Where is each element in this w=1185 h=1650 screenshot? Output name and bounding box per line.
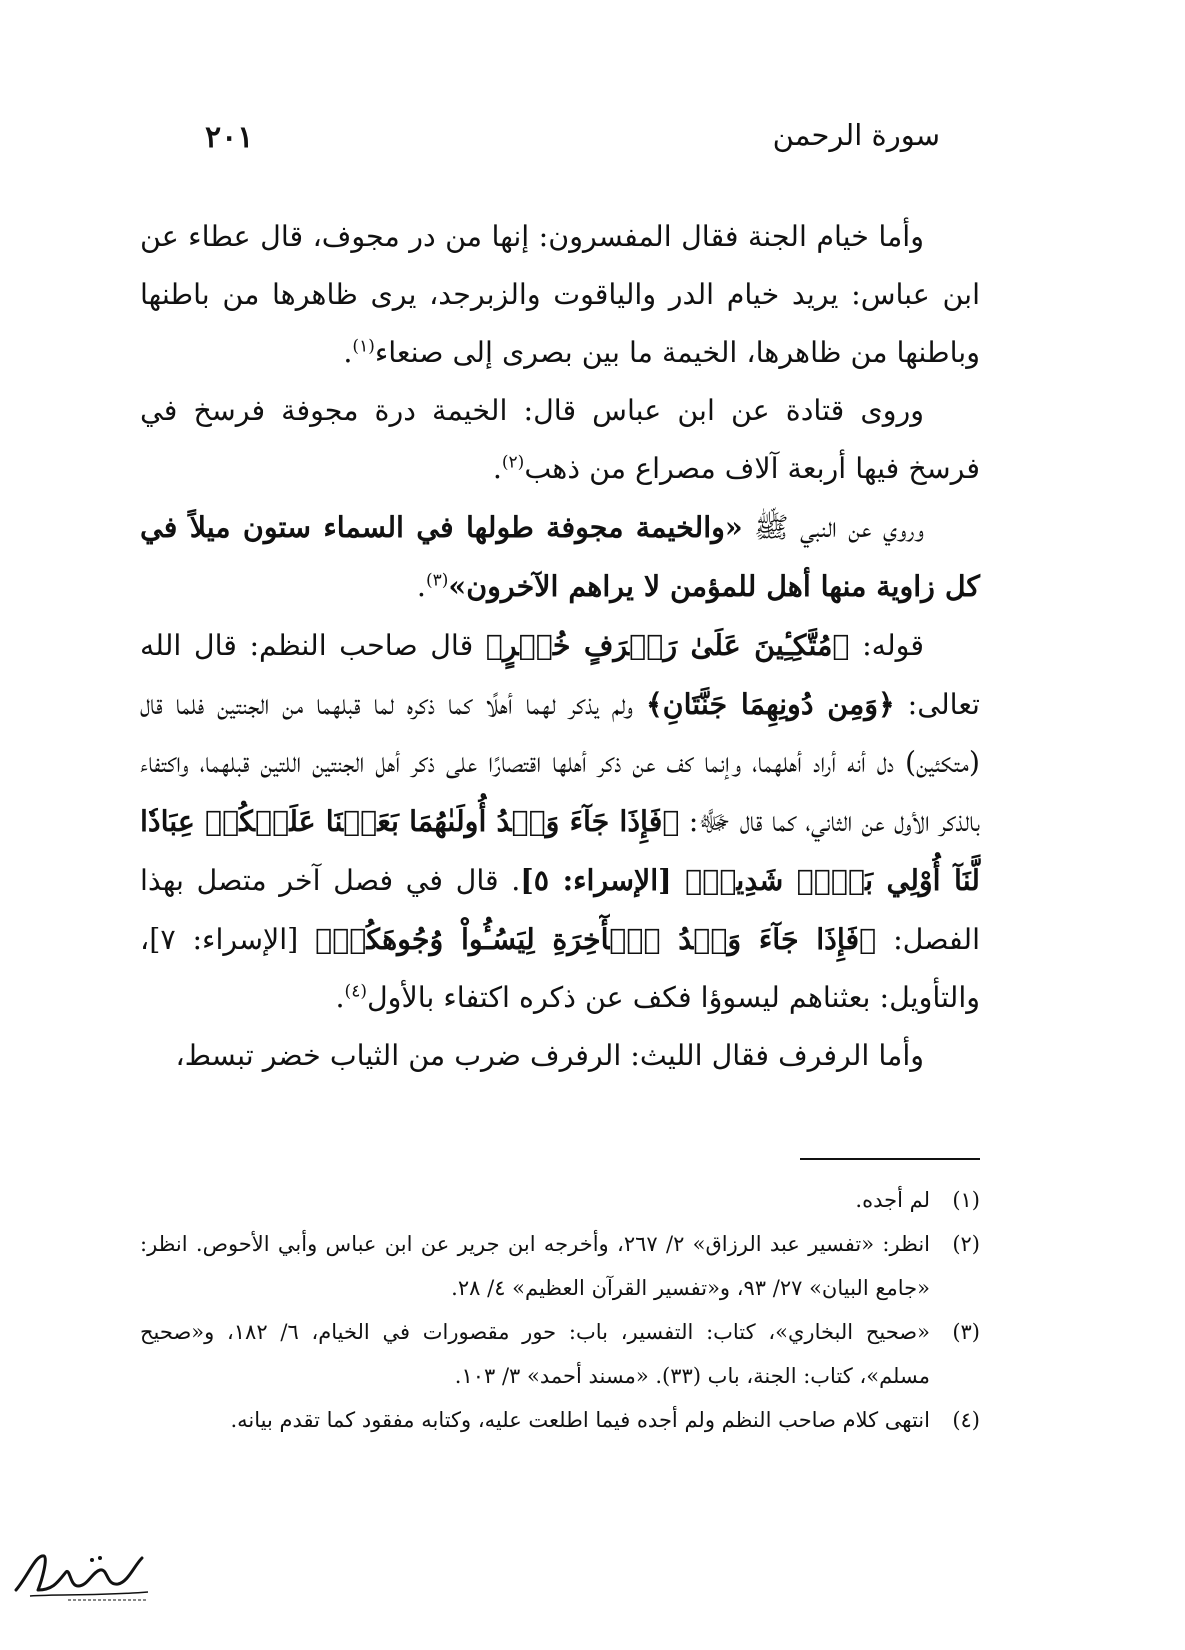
- page-header: [205, 118, 940, 168]
- footnote-number: (٣): [952, 1320, 980, 1344]
- footnote-text: انظر: «تفسير عبد الرزاق» ٢/ ٢٦٧، وأخرجه ابن جرير عن ابن عباس وأبي الأحوص. انظر: «جامع البيان» ٢٧/ ٩٣، و«تفسير القرآن العظيم» ٤/ ٢٨.: [140, 1232, 930, 1300]
- verse-reference-2: [الإسراء: ٧]: [149, 923, 316, 956]
- paragraph-2: [140, 382, 980, 498]
- paragraph-4: [140, 616, 980, 1027]
- verse-reference-1: [الإسراء: ٥]: [520, 863, 686, 897]
- footnote-3: [140, 1310, 980, 1398]
- footnote-text: انتهى كلام صاحب النظم ولم أجده فيما اطلعت عليه، وكتابه مفقود كما تقدم بيانه.: [230, 1408, 930, 1432]
- footnote-number: (٤): [952, 1408, 980, 1432]
- paragraph-1-text: وأما خيام الجنة فقال المفسرون: إنها من در مجوف، قال عطاء عن ابن عباس: يريد خيام الدر والياقوت والزبرجد، يرى ظاهرها من باطنها وباطنها من ظاهرها، الخيمة ما بين بصرى إلى صنعاء: [140, 220, 980, 369]
- paragraph-4-text-a: قوله:: [849, 629, 924, 662]
- footnote-ref-4: (٤): [344, 981, 367, 1002]
- paragraph-4-text-d: . قال في فصل آخر متصل بهذا الفصل:: [140, 864, 980, 956]
- quran-verse-2: ﴿وَمِن دُونِهِمَا جَنَّتَانِ﴾: [645, 687, 895, 721]
- paragraph-2-text: وروى قتادة عن ابن عباس قال: الخيمة درة مجوفة فرسخ في فرسخ فيها أربعة آلاف مصراع من ذهب: [140, 394, 980, 485]
- paragraph-3-intro: وروي عن النبي ﷺ: [742, 511, 924, 544]
- quran-verse-4: ﴿فَإِذَا جَآءَ وَعۡدُ ٱلۡأٓخِرَةِ لِيَسُـُٔواْ وُجُوهَكُمۡ﴾: [315, 922, 877, 956]
- quran-verse-1: ﴿مُتَّكِـِٔينَ عَلَىٰ رَفۡرَفٍ خُضۡرٍ﴾: [485, 628, 850, 662]
- footnote-4: [140, 1398, 980, 1442]
- footnote-ref-3: (٣): [425, 570, 449, 591]
- quran-verse-3: ﴿فَإِذَا جَآءَ وَعۡدُ أُولَىٰهُمَا بَعَثۡنَا عَلَيۡكُمۡ عِبَادٗا لَّنَآ أُوْلِي بَأۡسٖ شَدِيدٖ﴾: [140, 804, 980, 897]
- period: .: [492, 452, 502, 485]
- period: .: [335, 981, 345, 1014]
- surah-title: سورة الرحمن: [772, 118, 940, 152]
- paragraph-4-text-c: ولم يذكر لهما أهلًا كما ذكره لما قبلهما من الجنتين فلما قال (متكئين) دل أنه أراد أهلهما، وإنما كف عن ذكر أهلها اقتصارًا على ذكر أهل الجنتين اللتين قبلهما، واكتفاء بالذكر الأول عن الثاني، كما قال ﷻ:: [140, 688, 980, 838]
- period: .: [343, 336, 353, 369]
- footnote-2: [140, 1222, 980, 1310]
- paragraph-3: [140, 498, 980, 616]
- period: .: [416, 570, 426, 603]
- footnote-text: «صحيح البخاري»، كتاب: التفسير، باب: حور مقصورات في الخيام، ٦/ ١٨٢، و«صحيح مسلم»، كتاب: الجنة، باب (٣٣). «مسند أحمد» ٣/ ١٠٣.: [140, 1320, 930, 1388]
- library-stamp-logo: [8, 1546, 158, 1606]
- paragraph-1: [140, 208, 980, 382]
- footnote-1: [140, 1178, 980, 1222]
- paragraph-5: [140, 1027, 980, 1085]
- main-text: [140, 208, 980, 1085]
- paragraph-5-text: وأما الرفرف فقال الليث: الرفرف ضرب من الثياب خضر تبسط،: [175, 1039, 924, 1072]
- footnote-ref-2: (٢): [501, 452, 525, 473]
- footnote-text: لم أجده.: [855, 1188, 930, 1212]
- footnote-number: (٢): [952, 1232, 980, 1256]
- footnote-ref-1: (١): [352, 336, 375, 357]
- paragraph-4-text-b: قال صاحب النظم: قال الله تعالى:: [140, 629, 980, 721]
- paragraph-4-text-e: ، والتأويل: بعثناهم ليسوؤا فكف عن ذكره اكتفاء بالأول: [140, 923, 980, 1014]
- footnote-divider: [800, 1158, 980, 1160]
- footnote-number: (١): [952, 1188, 980, 1212]
- hadith-quote: «والخيمة مجوفة طولها في السماء ستون ميلاً في كل زاوية منها أهل للمؤمن لا يراهم الآخرون»: [140, 510, 980, 603]
- page-number: ٢٠١: [205, 120, 254, 155]
- footnotes: [140, 1178, 980, 1442]
